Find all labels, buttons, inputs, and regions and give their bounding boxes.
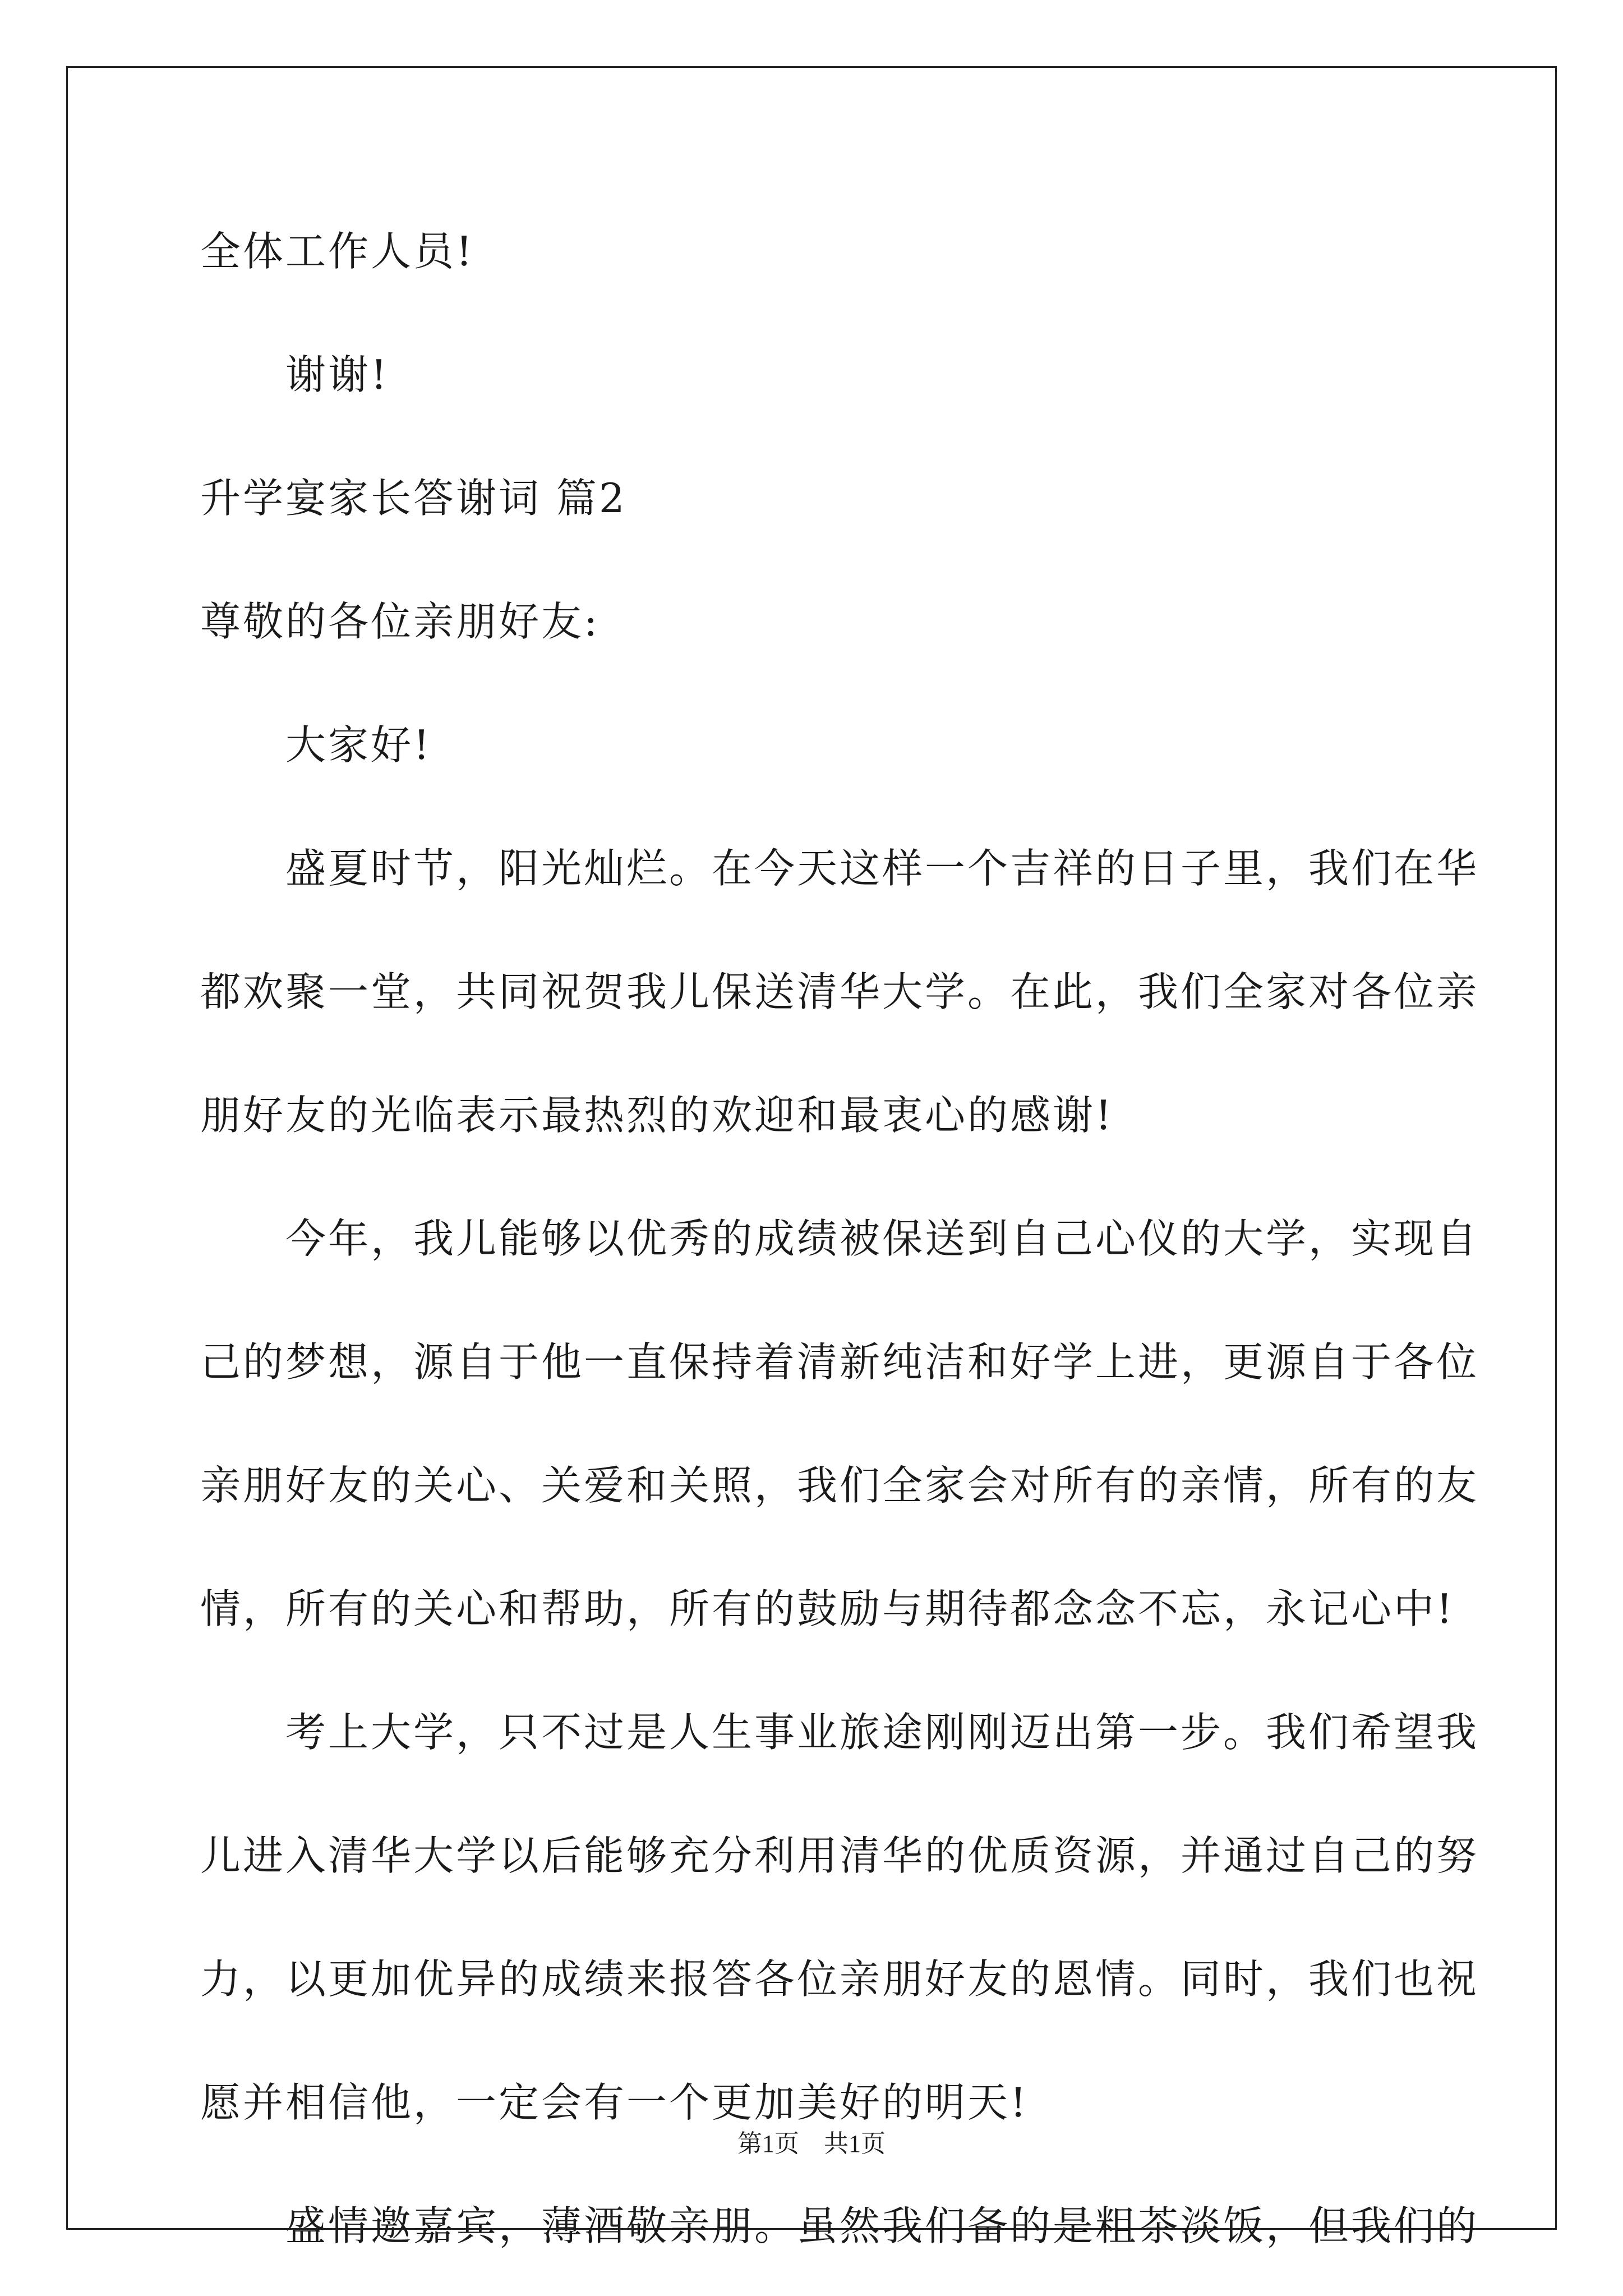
paragraph-line: 情，所有的关心和帮助，所有的鼓励与期待都念念不忘，永记心中! bbox=[200, 1585, 1455, 1632]
paragraph-line: 愿并相信他，一定会有一个更加美好的明天! bbox=[200, 2079, 1029, 2126]
paragraph-line: 己的梦想，源自于他一直保持着清新纯洁和好学上进，更源自于各位 bbox=[200, 1338, 1479, 1386]
paragraph-line: 盛夏时节，阳光灿烂。在今天这样一个吉祥的日子里，我们在华 bbox=[200, 845, 1479, 892]
text-line: 谢谢! bbox=[200, 351, 389, 398]
paragraph-line: 都欢聚一堂，共同祝贺我儿保送清华大学。在此，我们全家对各位亲 bbox=[200, 968, 1479, 1015]
paragraph-line: 亲朋好友的关心、关爱和关照，我们全家会对所有的亲情，所有的友 bbox=[200, 1462, 1479, 1509]
paragraph-line: 力，以更加优异的成绩来报答各位亲朋好友的恩情。同时，我们也祝 bbox=[200, 1955, 1479, 2003]
paragraph-line: 考上大学，只不过是人生事业旅途刚刚迈出第一步。我们希望我 bbox=[200, 1709, 1479, 1756]
paragraph-line: 今年，我儿能够以优秀的成绩被保送到自己心仪的大学，实现自 bbox=[200, 1215, 1479, 1262]
greeting: 大家好! bbox=[200, 721, 432, 769]
section-heading: 升学宴家长答谢词 篇2 bbox=[200, 475, 627, 522]
paragraph-line: 儿进入清华大学以后能够充分利用清华的优质资源，并通过自己的努 bbox=[200, 1832, 1479, 1879]
paragraph-line: 朋好友的光临表示最热烈的欢迎和最衷心的感谢! bbox=[200, 1092, 1114, 1139]
page-number: 第1页 共1页 bbox=[737, 2130, 886, 2157]
salutation: 尊敬的各位亲朋好友: bbox=[200, 598, 600, 645]
text-line: 全体工作人员! bbox=[200, 228, 474, 275]
document-body bbox=[200, 208, 1479, 2270]
paragraph-line: 盛情邀嘉宾，薄酒敬亲朋。虽然我们备的是粗茶淡饭，但我们的 bbox=[200, 2202, 1479, 2249]
